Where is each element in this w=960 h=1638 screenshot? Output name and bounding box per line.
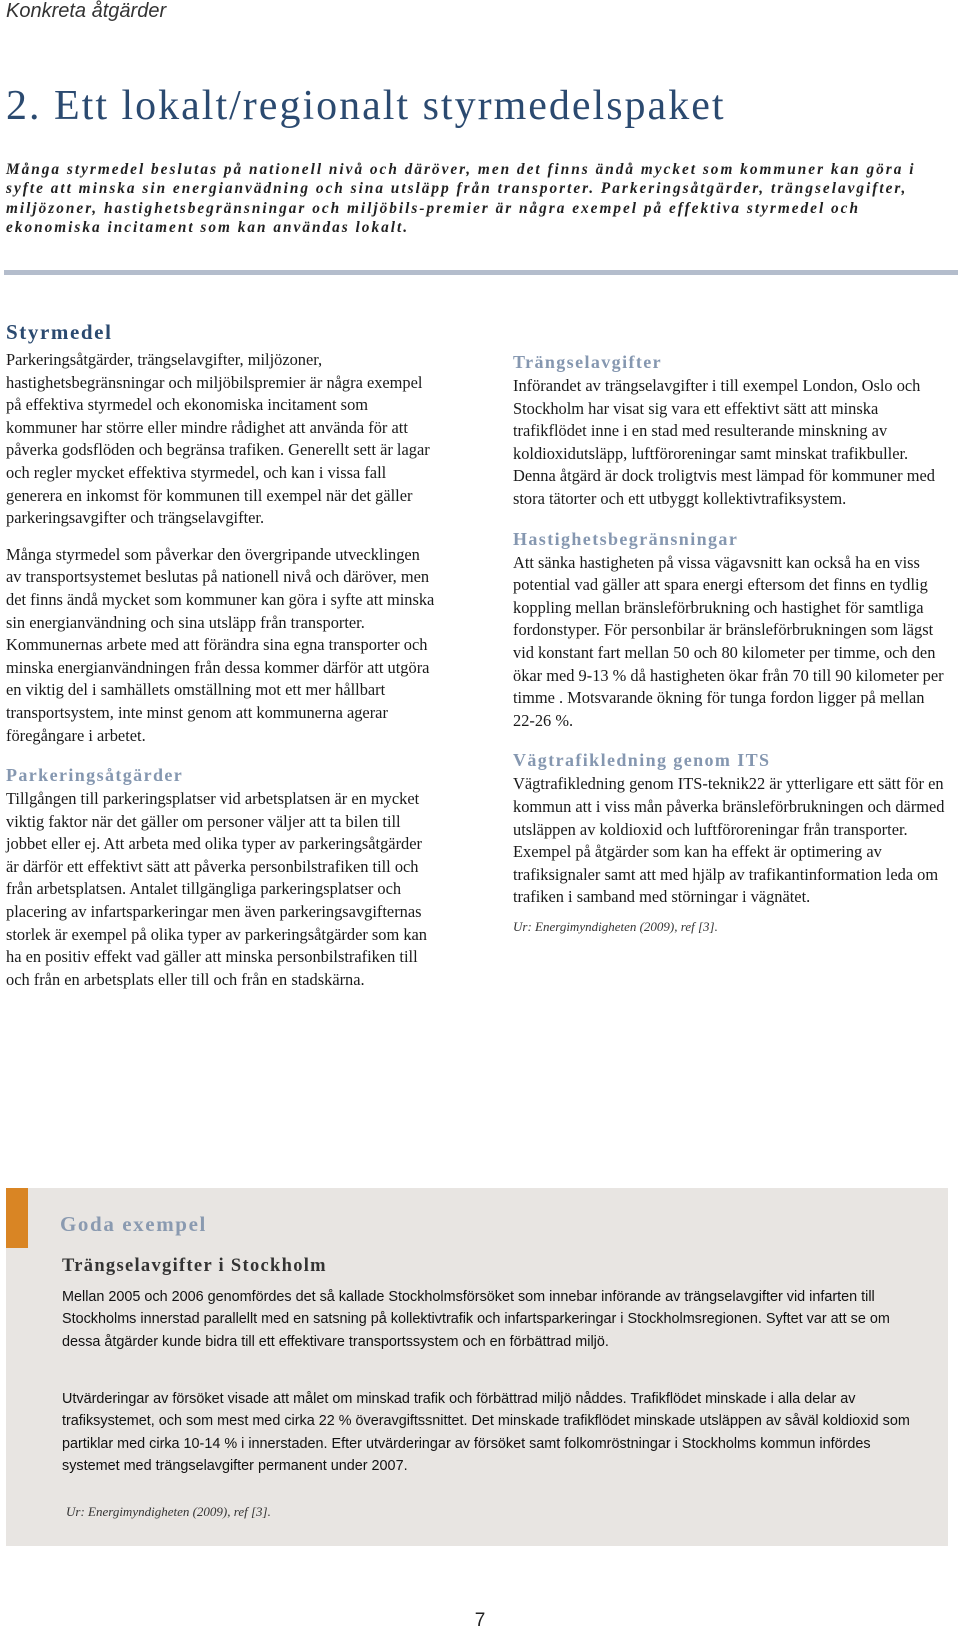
hastighet-paragraph: Att sänka hastigheten på vissa vägavsnitt kan också ha en viss potential vad gäller att spara energi eftersom det finns en tydlig koppling mellan bränsleförbrukning och hastighet för samtliga fordonstyper. För personbilar är bränsleförbrukningen som lägst vid konstant fart mellan 50 och 80 kilometer per timme, och den ökar med 9-13 % då hastigheten ökar från 70 till 90 kilometer per timme . Motsvarande ökning för tunga fordon ligger på mellan 22-26 %. (513, 552, 944, 730)
good-example-subtitle: Trängselavgifter i Stockholm (62, 1256, 327, 1276)
section-divider (4, 270, 958, 275)
parkering-paragraph: Tillgången till parkeringsplatser vid arbetsplatsen är en mycket viktig faktor när det gäller om personer väljer att ta bilen till jobbet eller ej. Att arbeta med olika typer av parkeringsåtgärder är därför ett effektivt sätt att påverka personbilstrafiken till och från arbetsplatsen. Antalet tillgängliga parkeringsplatser och placering av infartsparkeringar men även parkeringsavgifternas storlek är exempel på olika typer av parkeringsåtgärder som kan ha en positiv effekt vad gäller att minska personbilstrafiken till och från en arbetsplats eller till och från en stadskärna. (6, 789, 427, 989)
right-column (513, 352, 949, 935)
good-example-title: Goda exempel (60, 1212, 207, 1236)
right-source-note: Ur: Energimyndigheten (2009), ref [3]. (513, 918, 718, 934)
running-head: Konkreta åtgärder (6, 0, 167, 22)
styrmedel-paragraph-1: Parkeringsåtgärder, trängselavgifter, miljözoner, hastighetsbegränsningar och miljöbilspremier är några exempel på effektiva styrmedel och ekonomiska incitament som kommuner har större eller mindre rådighet att använda för att påverka godsflöden och begränsa trafiken. Generellt sett är lagar och regler mycket effektiva styrmedel, och kan i vissa fall generera en inkomst för kommunen till exempel när det gäller parkeringsavgifter och trängselavgifter. (6, 350, 430, 528)
parkering-heading: Parkeringsåtgärder (6, 765, 184, 786)
left-column (6, 320, 438, 991)
accent-bar (6, 1188, 28, 1248)
good-example-paragraph-1: Mellan 2005 och 2006 genomfördes det så kallade Stockholmsförsöket som innebar införande av trängselavgifter vid infarten till Stockholms innerstad parallellt med en satsning på kollektivtrafik och infartsparkeringar i Stockholmsregionen. Syftet var att se om dessa åtgärder kunde bidra till ett effektivare transportssystem och en förbättrad miljö. (62, 1289, 890, 1350)
good-example-box (6, 1188, 948, 1546)
hastighet-heading: Hastighetsbegränsningar (513, 528, 739, 549)
good-example-source-note: Ur: Energimyndigheten (2009), ref [3]. (66, 1504, 271, 1519)
its-paragraph: Vägtrafikledning genom ITS-teknik22 är ytterligare ett sätt för en kommun att i viss mån påverka bränsleförbrukningen och därmed utsläppen av koldioxid och luftföroreningar från transporter. Exempel på åtgärder som kan ha effekt är optimering av trafiksignaler samt att med hjälp av trafikantinformation leda om trafiken i samband med störningar i vägnätet. (513, 774, 945, 907)
its-heading: Vägtrafikledning genom ITS (513, 750, 771, 771)
styrmedel-heading: Styrmedel (6, 320, 113, 344)
chapter-title: 2. Ett lokalt/regionalt styrmedelspaket (6, 83, 726, 129)
styrmedel-paragraph-2: Många styrmedel som påverkar den övergripande utvecklingen av transportsystemet beslutas på nationell nivå och däröver, men det finns ändå mycket som kommuner kan göra i syfte att minska sin energianvändning och sina utsläpp från transporter. Kommunernas arbete med att förändra sina egna transporter och minska energianvändningen från dessa kommer därför att utgöra en viktig del i samhällets omställning mot ett mer hållbart transportsystem, inte minst genom att kommunerna agerar föregångare i arbetet. (6, 544, 435, 745)
good-example-paragraph-2: Utvärderingar av försöket visade att målet om minskad trafik och förbättrad miljö nåddes. Trafikflödet minskade i alla delar av trafiksystemet, och som mest med cirka 22 % överavgiftssnittet. Det minskade trafikflödet minskade utsläppen av såväl koldioxid som partiklar med cirka 10-14 % i innerstaden. Efter utvärderingar av försöket samt folkomröstningar i Stockholms kommun infördes systemet med trängselavgifter permanent under 2007. (62, 1391, 910, 1475)
page-number: 7 (474, 1610, 486, 1631)
lead-paragraph: Många styrmedel beslutas på nationell nivå och däröver, men det finns ändå mycket som kommuner kan göra i syfte att minska sin energianvädning och sina utsläpp från transporter. Parkeringsåtgärder, trängselavgifter, miljözoner, hastighetsbegränsningar och miljöbils-premier är några exempel på effektiva styrmedel och ekonomiska incitament som kan användas lokalt. (6, 161, 916, 236)
trangsel-heading: Trängselavgifter (513, 352, 663, 372)
trangsel-paragraph: Införandet av trängselavgifter i till exempel London, Oslo och Stockholm har visat sig vara ett effektivt sätt att minska trafikflödet inne i en stad med resulterande minskning av koldioxidutsläpp, luftföroreningar samt minskat trafikbuller. Denna åtgärd är dock troligtvis mest lämpad för kommuner med stora tätorter och ett utbyggt kollektivtrafiksystem. (513, 376, 935, 508)
